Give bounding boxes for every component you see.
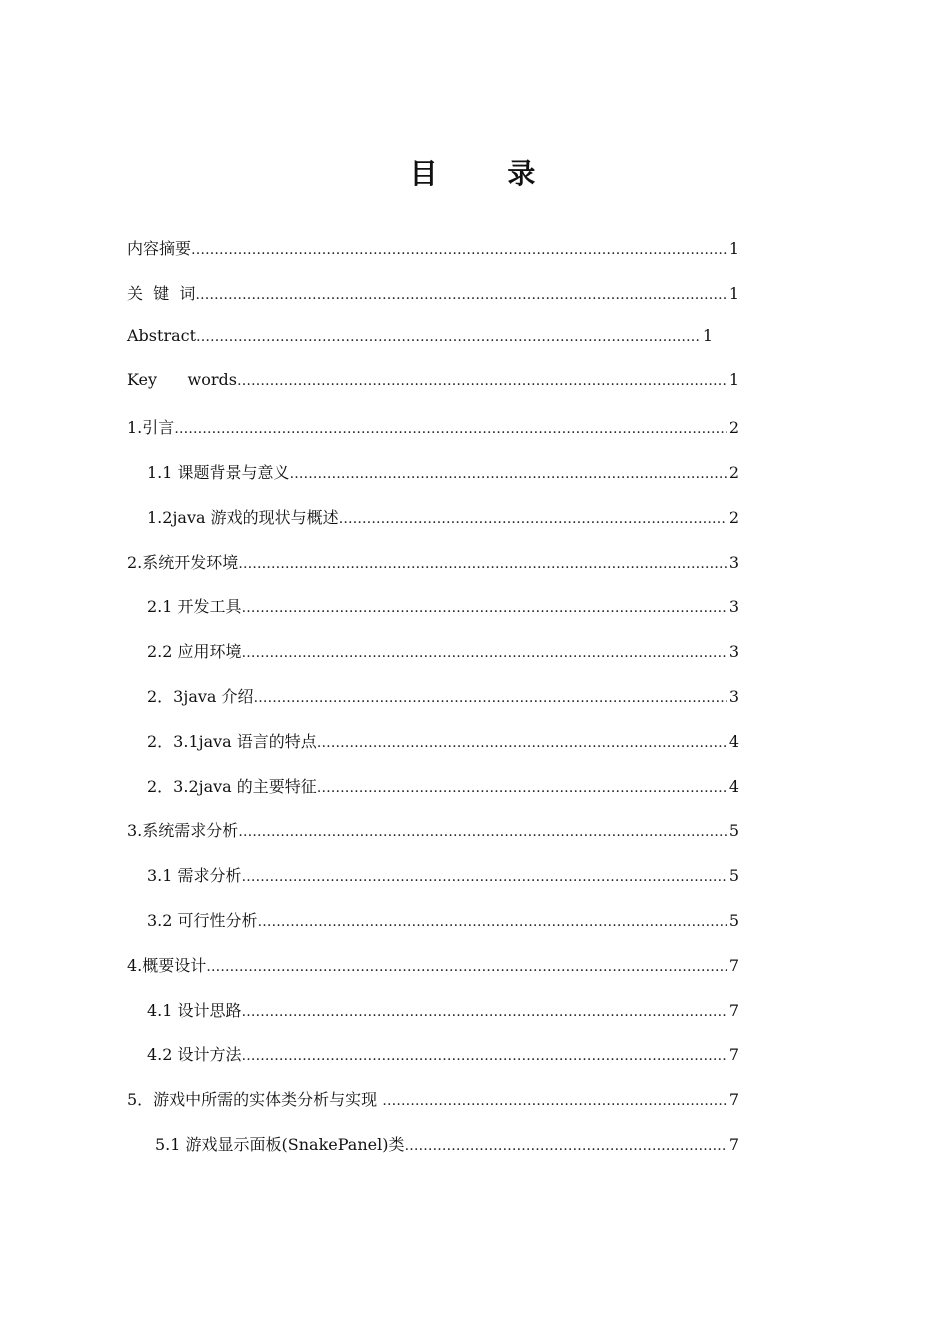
- toc-entry-page: 1: [728, 239, 739, 258]
- dot-leader: [242, 645, 727, 661]
- toc-entry-label: 2．3.1java 语言的特点: [147, 731, 317, 751]
- toc-entry-3[interactable]: [127, 818, 739, 863]
- dot-leader: [191, 242, 727, 258]
- toc-entry-page: 7: [728, 1045, 739, 1065]
- toc-entry-page: 3: [728, 597, 739, 617]
- dot-leader: [339, 511, 727, 527]
- dot-leader: [237, 373, 727, 389]
- toc-entry-keywords-en[interactable]: [127, 370, 739, 415]
- toc-entry-label: 5.1 游戏显示面板(SnakePanel)类: [155, 1134, 405, 1154]
- toc-entry-label: 4.2 设计方法: [147, 1045, 242, 1065]
- toc-entry-4-1[interactable]: [127, 998, 739, 1043]
- dot-leader: [242, 600, 727, 616]
- dot-leader: [174, 421, 727, 437]
- toc-entry-page: 3: [728, 552, 739, 572]
- dot-leader: [196, 329, 701, 345]
- toc-entry-label: 3.1 需求分析: [147, 866, 242, 886]
- toc-entry-label: 2.2 应用环境: [147, 642, 242, 662]
- toc-entry-2-2[interactable]: [127, 639, 739, 684]
- toc-entry-label: 内容摘要: [127, 239, 192, 258]
- toc-entry-2-3-2[interactable]: [127, 774, 739, 819]
- toc-entry-label: 2.1 开发工具: [147, 597, 242, 617]
- dot-leader: [242, 1048, 727, 1064]
- toc-entry-2-3[interactable]: [127, 684, 739, 729]
- dot-leader: [382, 1093, 727, 1109]
- toc-entry-3-1[interactable]: [127, 863, 739, 908]
- toc-entry-page: 3: [728, 686, 739, 706]
- toc-entry-2-3-1[interactable]: [127, 729, 739, 774]
- toc-entry-label: 2．3.2java 的主要特征: [147, 776, 317, 796]
- toc-entry-2[interactable]: [127, 550, 739, 595]
- toc-entry-abstract-cn[interactable]: [127, 236, 739, 281]
- dot-leader: [195, 287, 726, 303]
- dot-leader: [258, 914, 727, 930]
- toc-entry-page: 7: [728, 1000, 739, 1020]
- toc-entry-page: 5: [728, 866, 739, 886]
- dot-leader: [238, 556, 727, 572]
- toc-entry-page: 1: [728, 370, 739, 390]
- toc-entry-1-2[interactable]: [127, 505, 739, 550]
- toc-entry-4-2[interactable]: [127, 1042, 739, 1087]
- toc-entry-3-2[interactable]: [127, 908, 739, 953]
- toc-entry-page: 1: [728, 283, 739, 303]
- toc-entry-page: 5: [728, 910, 739, 930]
- toc-entry-page: 4: [728, 731, 739, 751]
- dot-leader: [290, 466, 727, 482]
- toc-entry-4[interactable]: [127, 953, 739, 998]
- toc-title: 目 录: [409, 157, 566, 190]
- toc-entry-page: 3: [728, 642, 739, 662]
- toc-entry-label: 关 键 词: [127, 283, 196, 303]
- toc-entry-label: 1.1 课题背景与意义: [147, 462, 290, 482]
- toc-entry-label: 1.引言: [127, 418, 175, 438]
- toc-entry-label: Key words: [127, 370, 237, 390]
- dot-leader: [238, 824, 727, 840]
- toc-entry-page: 7: [728, 1134, 739, 1154]
- dot-leader: [242, 869, 727, 885]
- dot-leader: [254, 690, 727, 706]
- toc-entry-label: 1.2java 游戏的现状与概述: [147, 507, 339, 527]
- toc-entry-page: 2: [728, 507, 739, 527]
- dot-leader: [206, 959, 727, 975]
- toc-entry-label: 4.1 设计思路: [147, 1000, 242, 1020]
- toc-entry-2-1[interactable]: [127, 594, 739, 639]
- toc-entry-page: 7: [728, 1090, 739, 1110]
- toc-entry-page: 1: [702, 325, 713, 345]
- toc-entry-page: 4: [728, 776, 739, 796]
- toc-entry-label: 3.系统需求分析: [127, 821, 239, 841]
- toc-entry-1[interactable]: [127, 415, 739, 460]
- toc-entry-abstract-en[interactable]: [127, 326, 713, 371]
- toc-entry-page: 2: [728, 462, 739, 482]
- dot-leader: [317, 735, 727, 751]
- dot-leader: [317, 780, 727, 796]
- toc-entry-page: 5: [728, 821, 739, 841]
- toc-entry-label: 3.2 可行性分析: [147, 910, 258, 930]
- dot-leader: [404, 1138, 726, 1154]
- toc-entry-label: 4.概要设计: [127, 955, 207, 975]
- toc-entry-page: 2: [728, 418, 739, 438]
- toc-entry-label: 5．游戏中所需的实体类分析与实现: [127, 1090, 383, 1110]
- toc-entry-page: 7: [728, 955, 739, 975]
- toc-entry-label: Abstract: [127, 325, 197, 345]
- toc-entry-1-1[interactable]: [127, 460, 739, 505]
- toc-entry-label: 2.系统开发环境: [127, 552, 239, 572]
- toc-entry-label: 2．3java 介绍: [147, 686, 254, 706]
- toc-entry-keywords-cn[interactable]: [127, 281, 739, 326]
- toc-entry-5[interactable]: [127, 1087, 739, 1132]
- toc-entry-5-1[interactable]: [127, 1132, 739, 1177]
- dot-leader: [242, 1004, 727, 1020]
- table-of-contents: [127, 236, 739, 1177]
